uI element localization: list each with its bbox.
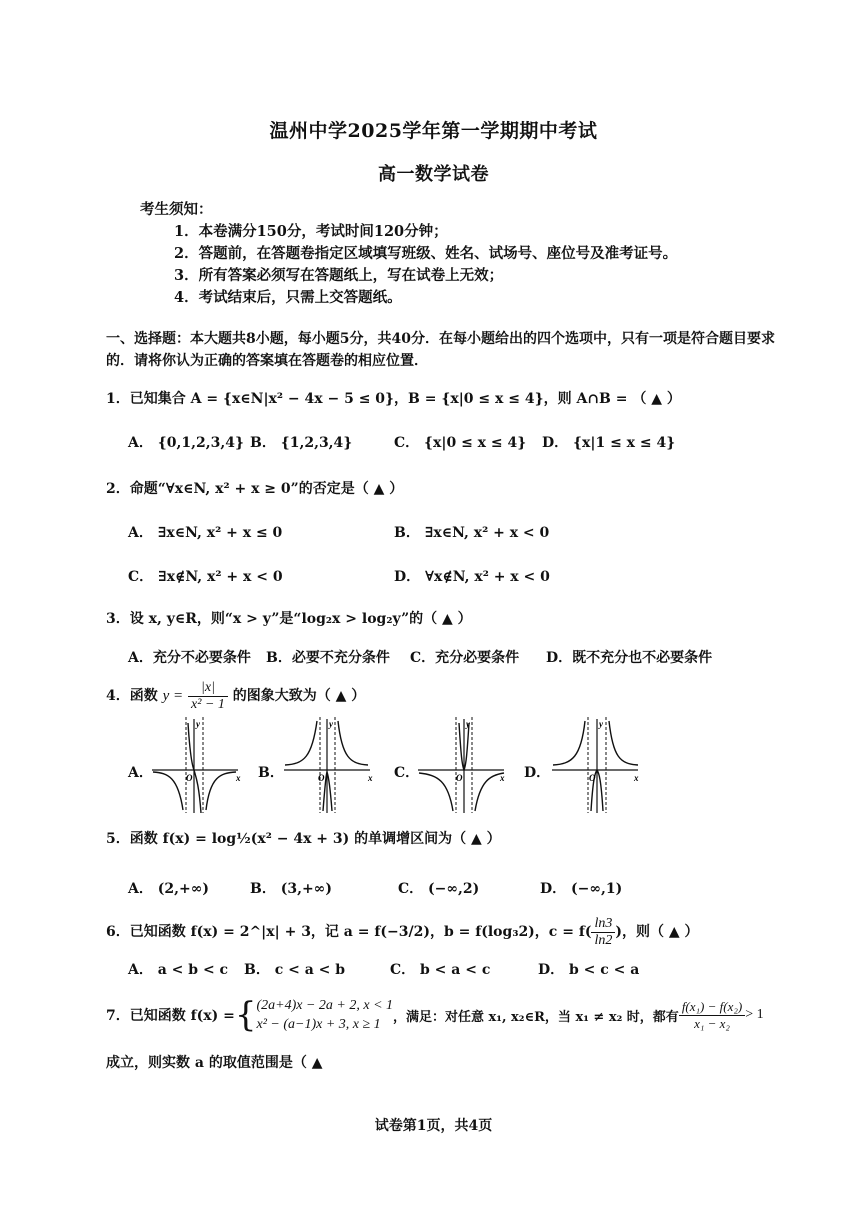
- question-3-stem: 3．设 x, y∈R，则“x > y”是“log₂x > log₂y”的（ ▲ ）: [106, 611, 472, 627]
- q6-prefix: 6．已知函数 f(x) = 2^|x| + 3，记 a = f(−3/2)，b = f(log₃2)，c = f(: [106, 924, 592, 940]
- axis-label-x: x: [236, 773, 241, 783]
- q5-option-d: D． (−∞,1): [540, 881, 623, 897]
- q7-ineq-rhs: > 1: [745, 1007, 764, 1022]
- notice-item: 1．本卷满分150分，考试时间120分钟；: [174, 223, 448, 240]
- q6-option-a: A． a < b < c: [128, 962, 229, 978]
- q6-option-c: C． b < a < c: [390, 962, 491, 978]
- notice-item: 3．所有答案必须写在答题纸上，写在试卷上无效；: [174, 267, 504, 284]
- axis-label-y: y: [329, 719, 333, 729]
- q7-mid: ，满足：对任意 x₁, x₂∈R，当 x₁ ≠ x₂ 时，都有: [393, 1009, 679, 1025]
- question-6-stem: [106, 914, 699, 950]
- q7-prefix: 7．已知函数 f(x) =: [106, 1008, 235, 1024]
- q6-option-d: D． b < c < a: [538, 962, 640, 978]
- q5-option-a: A． (2,+∞): [128, 881, 209, 897]
- q3-option-a: A．充分不必要条件: [128, 650, 251, 666]
- q5-option-c: C． (−∞,2): [398, 881, 480, 897]
- curve: [553, 721, 585, 765]
- q4-fraction: [188, 680, 228, 713]
- curve: [338, 721, 368, 765]
- exam-title: 温州中学2025学年第一学期期中考试: [269, 120, 598, 142]
- question-7-stem: [106, 994, 764, 1036]
- q2-option-c: C． ∃x∉N, x² + x < 0: [128, 569, 283, 585]
- curve: [609, 721, 638, 765]
- q7-brace-icon: {: [234, 995, 257, 1035]
- q4-y-eq: y =: [162, 688, 184, 704]
- q6-c-numerator: ln3: [591, 916, 615, 933]
- q4-graph-d: [548, 715, 648, 815]
- q1-option-c: C． {x|0 ≤ x ≤ 4}: [394, 435, 527, 451]
- curve: [206, 772, 236, 810]
- q4-label-a: A．: [128, 765, 153, 781]
- notice-item: 4．考试结束后，只需上交答题纸。: [174, 289, 402, 306]
- q6-option-b: B． c < a < b: [244, 962, 346, 978]
- axis-label-y: y: [466, 719, 470, 729]
- q1-option-a: A． {0,1,2,3,4}: [128, 435, 244, 451]
- question-4-stem: [106, 678, 365, 714]
- origin-label: O: [589, 773, 596, 783]
- curve: [153, 772, 183, 810]
- q2-option-d: D． ∀x∉N, x² + x < 0: [394, 569, 550, 585]
- axis-label-x: x: [500, 773, 505, 783]
- q4-graph-b: [280, 715, 380, 815]
- q3-option-b: B．必要不充分条件: [266, 650, 390, 666]
- q4-label-d: D．: [524, 765, 551, 781]
- page-footer: 试卷第1页，共4页: [374, 1118, 493, 1134]
- section-instructions: 一、选择题：本大题共8小题，每小题5分，共40分．在每小题给出的四个选项中，只有一项是符合题目要求的．请将你认为正确的答案填在答题卷的相应位置．: [106, 331, 775, 369]
- curve: [419, 773, 453, 811]
- q2-option-a: A． ∃x∈N, x² + x ≤ 0: [128, 525, 283, 541]
- origin-label: O: [186, 773, 193, 783]
- axis-label-y: y: [599, 719, 603, 729]
- exam-subtitle: 高一数学试卷: [378, 164, 489, 185]
- q1-option-b: B． {1,2,3,4}: [250, 435, 353, 451]
- q6-suffix: )，则（ ▲ ）: [615, 924, 699, 940]
- question-2-stem: 2．命题“∀x∈N, x² + x ≥ 0”的否定是（ ▲ ）: [106, 481, 404, 497]
- q7-ineq-numerator: f(x₁) − f(x₂): [679, 999, 745, 1016]
- q2-option-b: B． ∃x∈N, x² + x < 0: [394, 525, 550, 541]
- q3-option-d: D．既不充分也不必要条件: [546, 650, 713, 666]
- q7-piecewise: [256, 996, 393, 1034]
- q3-option-c: C．充分必要条件: [410, 650, 520, 666]
- q4-denominator: x² − 1: [191, 696, 225, 712]
- axis-label-x: x: [368, 773, 373, 783]
- axis-label-y: y: [196, 719, 200, 729]
- q4-numerator: |x|: [188, 680, 228, 697]
- question-5-stem: 5．函数 f(x) = log½(x² − 4x + 3) 的单调增区间为（ ▲ ）: [106, 831, 501, 847]
- origin-label: O: [318, 773, 325, 783]
- q5-option-b: B． (3,+∞): [250, 881, 332, 897]
- q7-case-2: x² − (a−1)x + 3, x ≥ 1: [256, 1017, 381, 1032]
- notice-heading: 考生须知：: [140, 201, 213, 218]
- q7-ineq-denominator: x₁ − x₂: [694, 1015, 730, 1031]
- axis-label-x: x: [634, 773, 639, 783]
- q7-ineq-fraction: [679, 999, 745, 1032]
- notice-item: 2．答题前，在答题卷指定区域填写班级、姓名、试场号、座位号及准考证号。: [174, 245, 678, 262]
- question-1-stem: 1．已知集合 A = {x∈N|x² − 4x − 5 ≤ 0}，B = {x|0 ≤ x ≤ 4}，则 A∩B = （ ▲ ）: [106, 391, 681, 407]
- origin-label: O: [456, 773, 463, 783]
- q4-label-b: B．: [258, 765, 284, 781]
- q4-graph-a: [148, 715, 248, 815]
- q4-graph-c: [414, 715, 514, 815]
- q4-suffix: 的图象大致为（ ▲ ）: [232, 688, 366, 704]
- q6-c-fraction: [591, 916, 615, 949]
- q7-case-1: (2a+4)x − 2a + 2, x < 1: [256, 998, 394, 1013]
- q4-label-c: C．: [394, 765, 420, 781]
- question-7-continuation: 成立，则实数 a 的取值范围是（ ▲: [106, 1055, 323, 1071]
- q6-c-denominator: ln2: [594, 932, 613, 948]
- q1-option-d: D． {x|1 ≤ x ≤ 4}: [542, 435, 676, 451]
- q4-prefix: 4．函数: [106, 688, 158, 704]
- curve: [285, 721, 317, 765]
